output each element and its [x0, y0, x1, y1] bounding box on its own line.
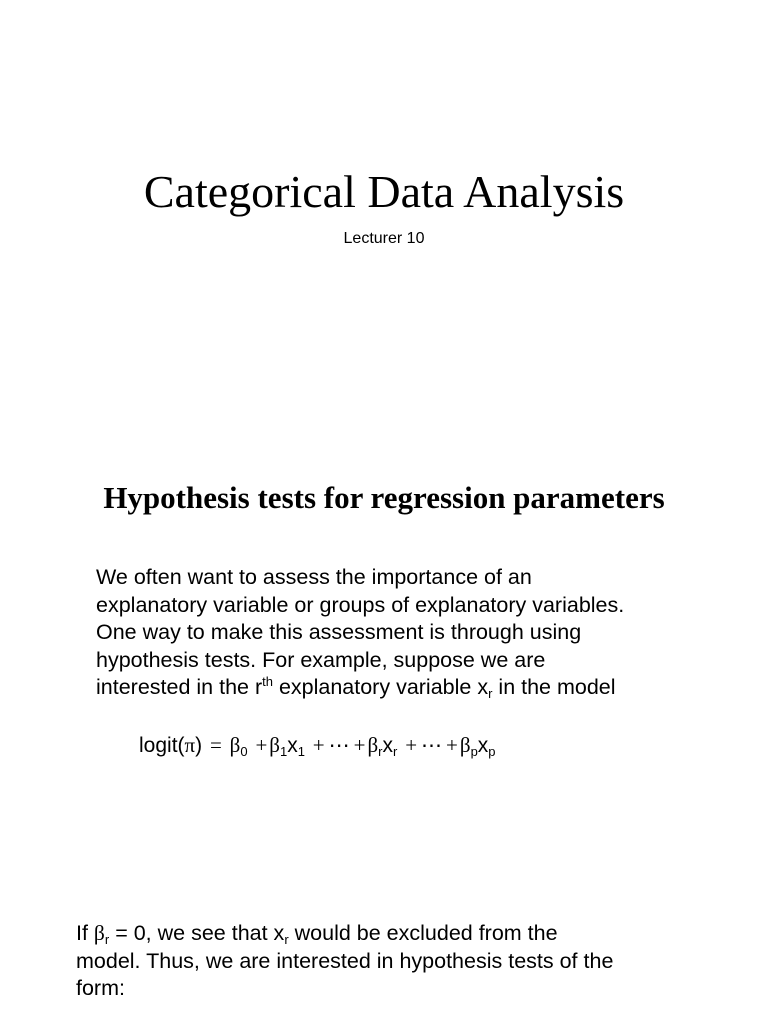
intro-paragraph: [96, 564, 736, 702]
formula-equals: =: [209, 733, 222, 757]
formula-x: x: [477, 734, 489, 757]
subscript: r: [488, 686, 493, 702]
paragraph-line: model. Thus, we are interested in hypothesis tests of the: [76, 948, 614, 973]
logit-model-formula: [139, 730, 496, 761]
formula-subscript: p: [488, 744, 496, 759]
paragraph-line: We often want to assess the importance of an: [96, 565, 532, 589]
formula-x: x: [287, 734, 298, 757]
text-fragment: would be excluded from the: [288, 921, 558, 945]
paragraph-line: hypothesis tests. For example, suppose we are: [96, 647, 546, 672]
subscript: r: [284, 932, 289, 947]
text-fragment: interested in the r: [96, 675, 263, 700]
paragraph-line: One way to make this assessment is through using: [96, 620, 582, 645]
formula-plus: +: [312, 733, 325, 757]
followup-paragraph: [76, 920, 736, 1003]
formula-x: x: [382, 734, 393, 757]
formula-beta: β: [459, 733, 471, 757]
text-fragment: = 0, we see that x: [109, 921, 285, 945]
formula-plus: +: [255, 733, 268, 757]
subscript: r: [104, 932, 110, 947]
paragraph-line: [76, 920, 736, 948]
formula-dots: ⋯: [421, 733, 443, 757]
paragraph-line: [96, 674, 736, 702]
formula-plus: +: [353, 733, 366, 757]
formula-beta: β: [367, 733, 379, 757]
beta-symbol: β: [93, 921, 105, 945]
formula-plus: +: [405, 733, 418, 757]
slide-subtitle: Lecturer 10: [343, 230, 425, 247]
formula-subscript: r: [378, 744, 383, 759]
formula-subscript: 1: [279, 744, 288, 759]
text-fragment: If: [76, 921, 94, 945]
formula-logit: logit(: [139, 734, 185, 757]
formula-close-paren: ): [195, 734, 203, 757]
slide-title: Categorical Data Analysis: [143, 166, 625, 217]
formula-beta: β: [269, 733, 280, 757]
formula-subscript: 1: [297, 744, 305, 759]
formula-subscript: p: [470, 744, 478, 759]
text-fragment: explanatory variable x: [272, 675, 489, 700]
formula-plus: +: [446, 733, 458, 757]
formula-dots: ⋯: [328, 733, 350, 757]
formula-subscript: 0: [240, 744, 248, 759]
section-heading: Hypothesis tests for regression parameters: [103, 480, 665, 515]
superscript: th: [262, 674, 273, 690]
text-fragment: in the model: [492, 675, 616, 700]
paragraph-line: form:: [76, 976, 125, 1001]
formula-beta: β: [229, 733, 241, 757]
paragraph-line: explanatory variable or groups of explanatory variables.: [96, 592, 625, 617]
formula-subscript: r: [393, 744, 398, 759]
formula-pi: π: [184, 733, 196, 757]
